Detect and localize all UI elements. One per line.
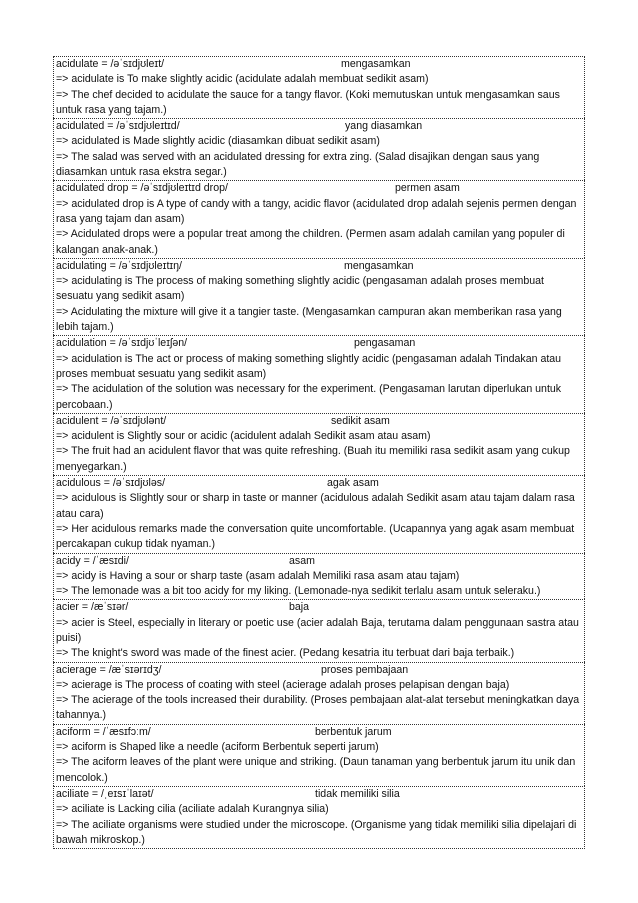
headword: acidulated drop = /əˈsɪdjʊleɪtɪd drop/ bbox=[56, 182, 228, 195]
example: => The knight's sword was made of the finest acier. (Pedang kesatria itu terbuat dari baja terbaik.) bbox=[56, 647, 515, 660]
example: => The lemonade was a bit too acidy for my liking. (Lemonade-nya sedikit terlalu asam untuk seleraku.) bbox=[56, 585, 541, 598]
entry-acidulated-drop bbox=[53, 180, 585, 257]
definition: => acidulent is Slightly sour or acidic (acidulent adalah Sedikit asam atau asam) bbox=[56, 430, 431, 443]
translation: baja bbox=[289, 601, 310, 614]
entry-acidy bbox=[53, 553, 585, 600]
headword: acier = /æˈsɪər/ bbox=[56, 601, 129, 614]
example: => The salad was served with an acidulated dressing for extra zing. (Salad disajikan dengan saus yang diasamkan untuk rasa ekstra segar.) bbox=[56, 150, 540, 179]
translation: permen asam bbox=[395, 182, 460, 195]
definition: => acidulation is The act or process of making something slightly acidic (pengasaman adalah Tindakan atau proses membuat sesuatu yang sedikit asam) bbox=[56, 352, 562, 380]
definition: => acidulous is Slightly sour or sharp in taste or manner (acidulous adalah Sedikit asam atau tajam dalam rasa atau cara) bbox=[56, 492, 575, 520]
example: => Her acidulous remarks made the conversation quite uncomfortable. (Ucapannya yang agak asam membuat percakapan cukup tidak nyaman.) bbox=[56, 522, 575, 551]
headword: aciform = /ˈæsɪfɔːm/ bbox=[56, 725, 151, 738]
entry-acidulating bbox=[53, 258, 585, 335]
entry-acidulent bbox=[53, 413, 585, 475]
translation: mengasamkan bbox=[344, 259, 414, 272]
headword: acidulous = /əˈsɪdjʊləs/ bbox=[56, 477, 166, 490]
entry-acidulate bbox=[53, 56, 585, 118]
headword: acidulate = /əˈsɪdjʊleɪt/ bbox=[56, 58, 165, 70]
dictionary-table bbox=[53, 56, 585, 849]
example: => The aciliate organisms were studied under the microscope. (Organisme yang tidak memiliki silia dipelajari di bawah mikroskop.) bbox=[56, 818, 577, 846]
entry-acidulated bbox=[53, 118, 585, 180]
translation: mengasamkan bbox=[341, 58, 411, 70]
translation: yang diasamkan bbox=[345, 120, 423, 133]
definition: => acidy is Having a sour or sharp taste (asam adalah Memiliki rasa asam atau tajam) bbox=[56, 569, 460, 582]
example: => The acidulation of the solution was necessary for the experiment. (Pengasaman larutan diperlukan untuk percobaan.) bbox=[56, 383, 562, 411]
example: => The aciform leaves of the plant were unique and striking. (Daun tanaman yang berbentuk jarum itu unik dan mencolok.) bbox=[56, 756, 576, 784]
definition: => acidulated drop is A type of candy with a tangy, acidic flavor (acidulated drop adalah sejenis permen dengan rasa yang tajam dan asam) bbox=[56, 197, 577, 225]
entry-aciform bbox=[53, 724, 585, 786]
definition: => acierage is The process of coating with steel (acierage adalah proses pelapisan dengan baja) bbox=[56, 678, 510, 691]
example: => Acidulated drops were a popular treat among the children. (Permen asam adalah camilan yang populer di kalangan anak-anak.) bbox=[56, 228, 565, 256]
example: => The acierage of the tools increased their durability. (Proses pembajaan alat-alat tersebut meningkatkan daya tahannya.) bbox=[56, 694, 580, 722]
example: => The fruit had an acidulent flavor that was quite refreshing. (Buah itu memiliki rasa sedikit asam yang cukup menyegarkan.) bbox=[56, 445, 570, 473]
definition: => acier is Steel, especially in literary or poetic use (acier adalah Baja, terutama dalam penggunaan sastra atau puisi) bbox=[56, 616, 579, 644]
headword: acidy = /ˈæsɪdi/ bbox=[56, 554, 129, 567]
translation: tidak memiliki silia bbox=[315, 787, 400, 800]
entry-acidulation bbox=[53, 335, 585, 412]
definition: => aciform is Shaped like a needle (aciform Berbentuk seperti jarum) bbox=[56, 741, 379, 754]
translation: agak asam bbox=[327, 477, 379, 490]
headword: acidulation = /əˈsɪdjʊˈleɪʃən/ bbox=[56, 337, 188, 350]
translation: proses pembajaan bbox=[321, 663, 409, 676]
entry-aciliate bbox=[53, 786, 585, 849]
headword: acierage = /æˈsɪərɪdʒ/ bbox=[56, 663, 162, 676]
definition: => aciliate is Lacking cilia (aciliate adalah Kurangnya silia) bbox=[56, 803, 329, 816]
headword: acidulating = /əˈsɪdjʊleɪtɪŋ/ bbox=[56, 259, 182, 272]
headword: acidulated = /əˈsɪdjʊleɪtɪd/ bbox=[56, 120, 180, 133]
translation: berbentuk jarum bbox=[315, 725, 392, 738]
headword: acidulent = /əˈsɪdjʊlənt/ bbox=[56, 414, 167, 427]
entry-acier bbox=[53, 599, 585, 661]
example: => Acidulating the mixture will give it a tangier taste. (Mengasamkan campuran akan memberikan rasa yang lebih tajam.) bbox=[56, 305, 562, 334]
translation: asam bbox=[289, 554, 315, 567]
example: => The chef decided to acidulate the sauce for a tangy flavor. (Koki memutuskan untuk mengasamkan saus untuk rasa yang tajam.) bbox=[56, 88, 560, 116]
definition: => acidulate is To make slightly acidic (acidulate adalah membuat sedikit asam) bbox=[56, 73, 429, 86]
entry-acierage bbox=[53, 662, 585, 724]
entry-acidulous bbox=[53, 475, 585, 552]
headword: aciliate = /ˌeɪsɪˈlaɪət/ bbox=[56, 787, 154, 800]
translation: pengasaman bbox=[354, 337, 416, 350]
translation: sedikit asam bbox=[331, 414, 390, 427]
definition: => acidulating is The process of making something slightly acidic (pengasaman adalah proses membuat sesuatu yang sedikit asam) bbox=[56, 275, 544, 303]
definition: => acidulated is Made slightly acidic (diasamkan dibuat sedikit asam) bbox=[56, 135, 380, 148]
